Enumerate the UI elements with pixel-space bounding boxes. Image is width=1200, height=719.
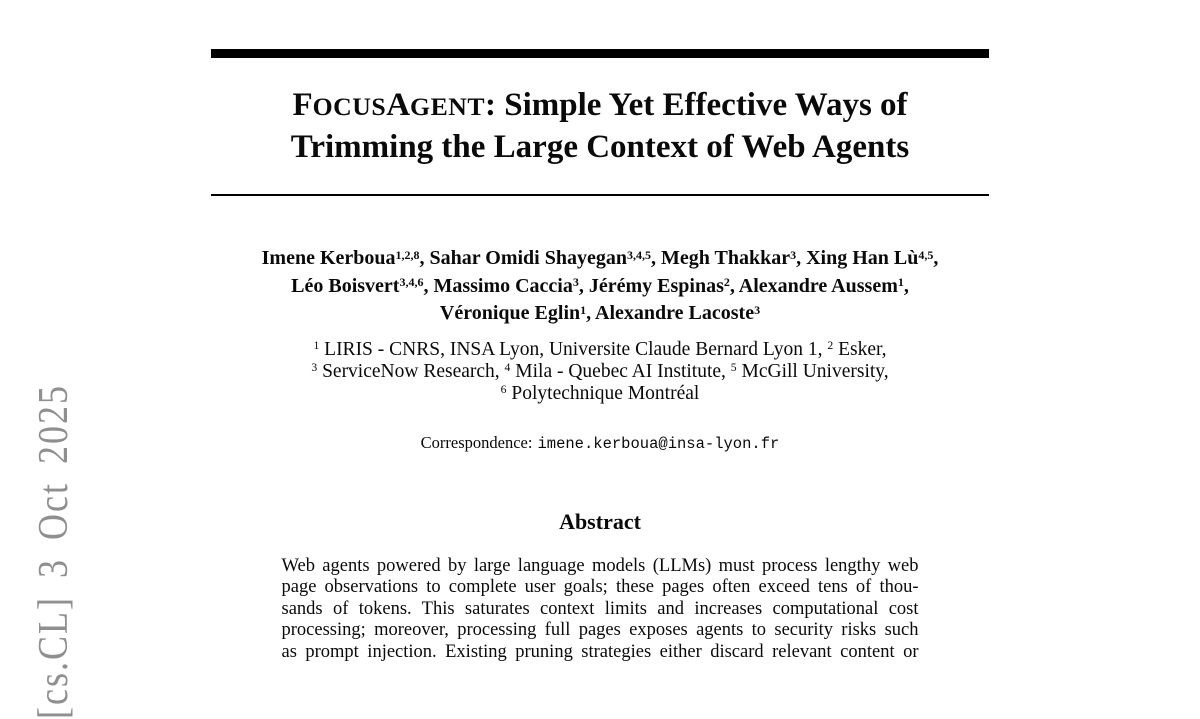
superscript-marker: 5 xyxy=(730,361,737,375)
text-segment: , Sahar Omidi Shayegan xyxy=(419,247,627,269)
text-segment: , Jérémy Espinas xyxy=(578,274,724,297)
abstract-line: sands of tokens. This saturates context limits and increases computational cost xyxy=(281,598,919,619)
arxiv-watermark-text: [cs.CL] 3 Oct 2025 xyxy=(29,384,77,719)
text-segment: , Massimo Caccia xyxy=(423,274,573,297)
smallcaps-text: GENT xyxy=(410,92,486,121)
superscript-marker: 3 xyxy=(790,247,797,262)
superscript-marker: 1 xyxy=(580,302,587,317)
superscript-marker: 2 xyxy=(723,275,730,290)
abstract-heading: Abstract xyxy=(559,508,641,534)
text-segment: , xyxy=(933,247,939,269)
superscript-marker: 6 xyxy=(500,383,507,397)
superscript-marker: 4,5 xyxy=(918,247,934,262)
correspondence-label: Correspondence: xyxy=(420,432,533,452)
text-segment: ServiceNow Research, xyxy=(317,360,505,382)
superscript-marker: 3 xyxy=(311,361,318,375)
text-segment: Esker, xyxy=(833,338,887,360)
abstract-line: Web agents powered by large language models (LLMs) must process lengthy web xyxy=(281,555,919,576)
paper-title-line2: Trimming the Large Context of Web Agents xyxy=(290,129,910,165)
superscript-marker: 4 xyxy=(504,361,511,375)
superscript-marker: 3,4,5 xyxy=(626,247,651,262)
text-segment: , Xing Han Lù xyxy=(796,247,919,269)
paper-title xyxy=(211,85,989,167)
text-segment: Léo Boisvert xyxy=(291,274,400,297)
affiliation-line xyxy=(211,361,989,383)
text-segment: Polytechnique Montréal xyxy=(506,382,700,404)
smallcaps-text: OCUS xyxy=(312,92,387,121)
superscript-marker: 3 xyxy=(572,275,579,290)
text-segment: Imene Kerboua xyxy=(261,247,396,269)
title-rule-bottom xyxy=(211,194,989,196)
superscript-marker: 3,4,6 xyxy=(399,275,424,290)
text-segment: A xyxy=(386,87,411,123)
text-segment: Véronique Eglin xyxy=(439,302,581,324)
affiliation-list xyxy=(211,339,989,405)
text-segment: LIRIS - CNRS, INSA Lyon, Universite Claude Bernard Lyon 1, xyxy=(319,338,828,360)
abstract-line: as prompt injection. Existing pruning strategies either discard relevant content or xyxy=(281,641,919,662)
author-line xyxy=(211,245,989,273)
paper-page-column xyxy=(211,49,989,663)
text-segment: Mila - Quebec AI Institute, xyxy=(510,360,731,382)
title-rule-top xyxy=(211,49,989,58)
superscript-marker: 3 xyxy=(754,302,761,317)
text-segment: McGill University, xyxy=(736,360,889,382)
abstract-line: processing; moreover, processing full pages exposes agents to security risks such xyxy=(281,620,919,641)
text-segment: , Alexandre Lacoste xyxy=(586,302,755,324)
abstract-body xyxy=(282,556,919,664)
superscript-marker: 1 xyxy=(313,339,320,353)
author-list xyxy=(211,245,989,328)
superscript-marker: 2 xyxy=(827,339,834,353)
author-line xyxy=(211,300,989,328)
text-segment: : Simple Yet Effective Ways of xyxy=(485,87,908,123)
arxiv-watermark xyxy=(28,384,78,719)
correspondence xyxy=(211,433,989,454)
paper-title-line1 xyxy=(211,85,989,127)
author-line xyxy=(211,273,989,301)
text-segment: , xyxy=(903,274,909,297)
abstract-line: page observations to complete user goals; these pages often exceed tens of thou- xyxy=(281,577,919,598)
affiliation-line xyxy=(211,339,989,361)
paper-first-page xyxy=(0,49,1200,719)
text-segment: , Alexandre Aussem xyxy=(729,274,898,297)
text-segment: F xyxy=(292,87,313,123)
affiliation-line xyxy=(211,383,989,405)
text-segment: , Megh Thakkar xyxy=(650,247,791,269)
superscript-marker: 1 xyxy=(897,275,904,290)
superscript-marker: 1,2,8 xyxy=(395,247,420,262)
correspondence-email[interactable]: imene.kerboua@insa-lyon.fr xyxy=(537,434,780,453)
